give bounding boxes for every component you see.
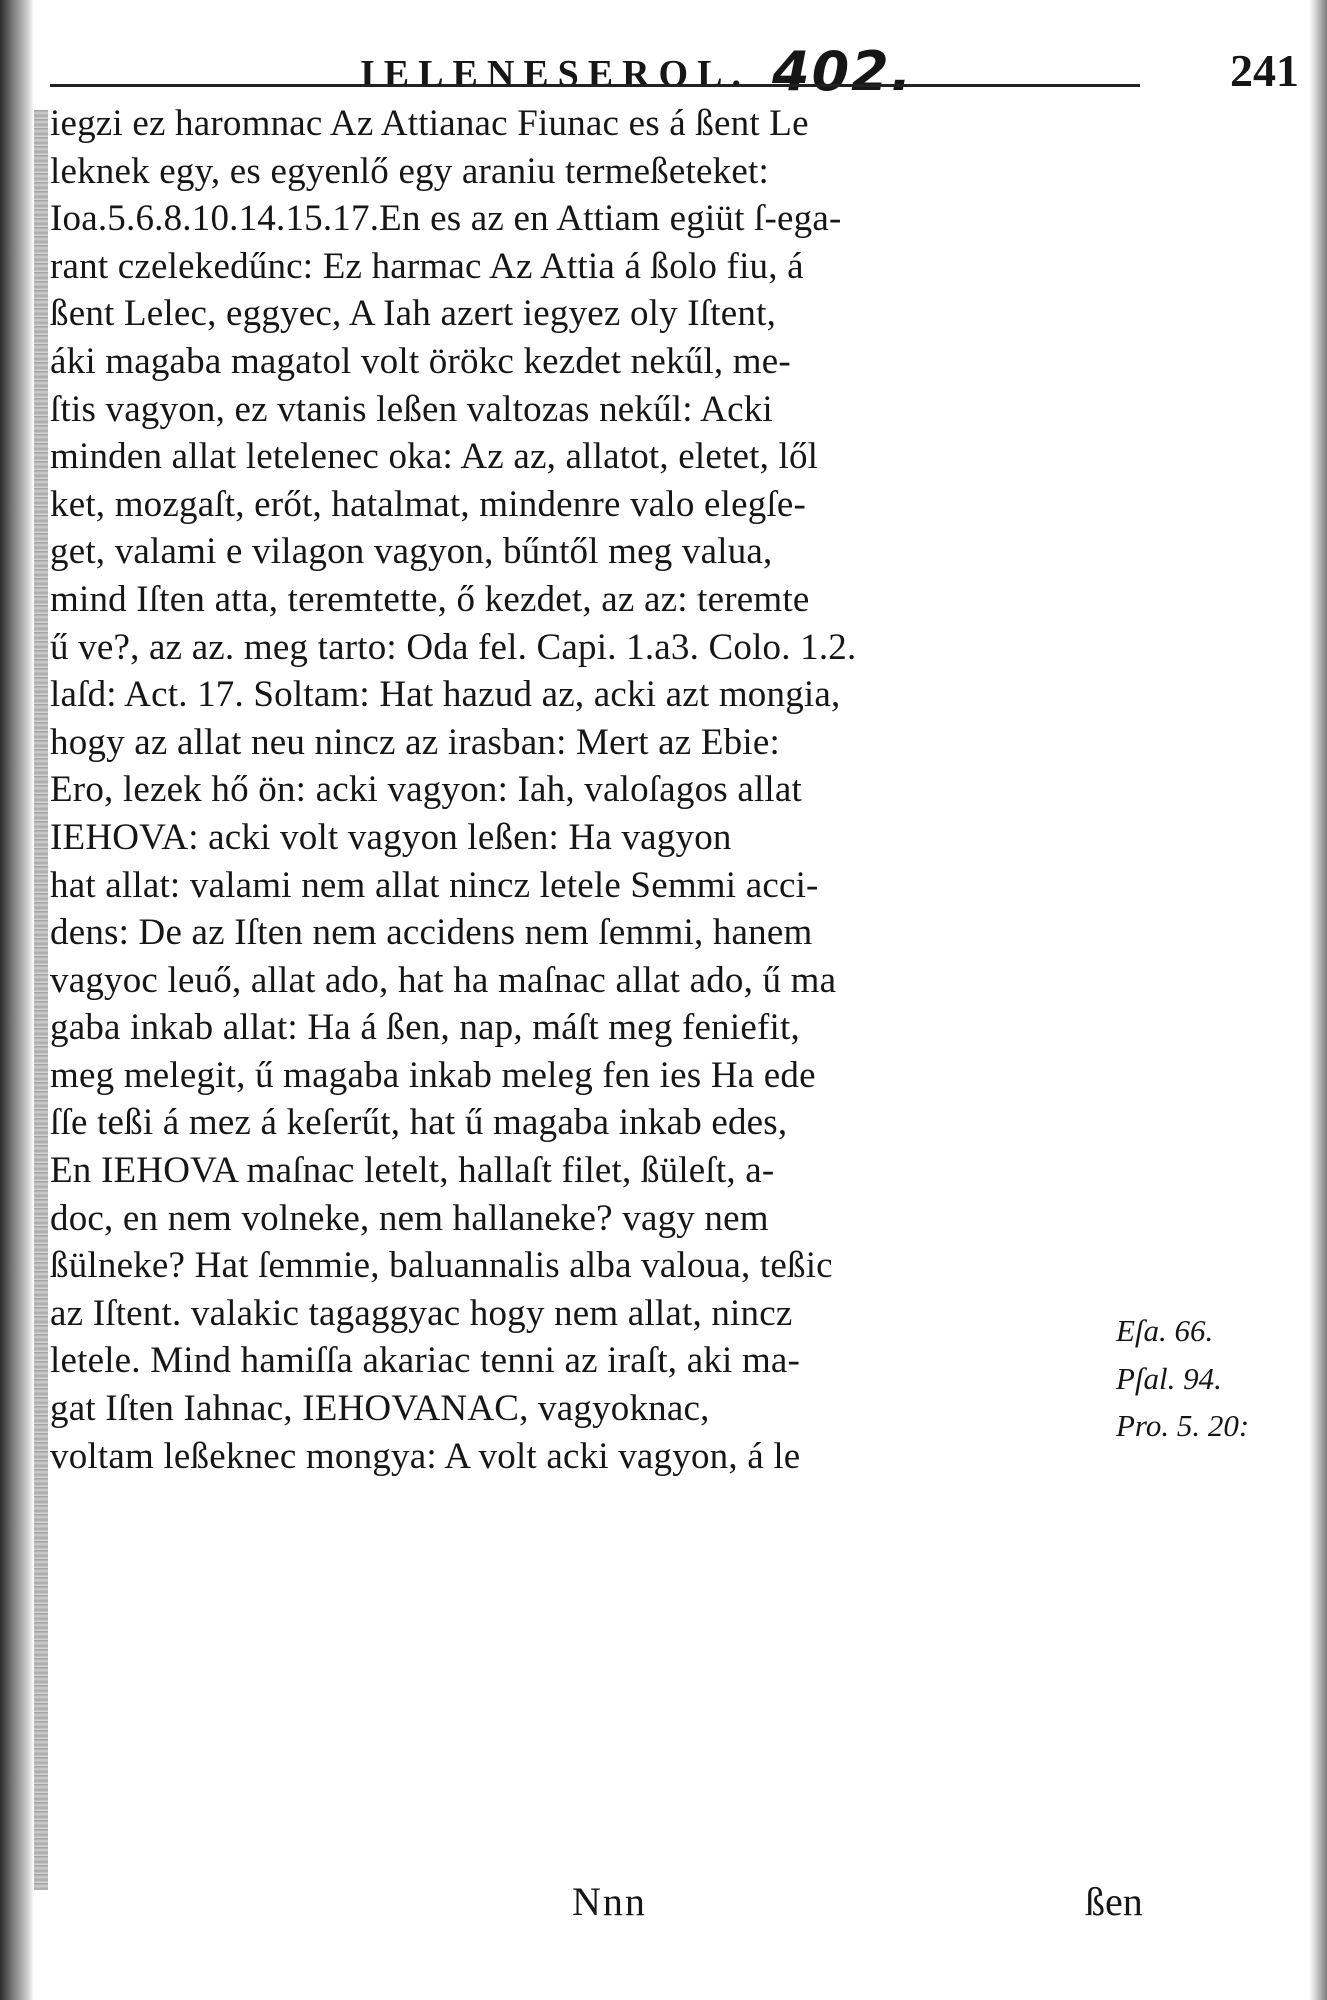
text-line: áki magaba magatol volt örökc kezdet nekűl, me-	[50, 340, 791, 382]
catchword: ßen	[1085, 1879, 1143, 1924]
signature-mark: Nnn	[572, 1879, 647, 1924]
text-line: ket, mozgaſt, erőt, hatalmat, mindenre valo elegſe-	[50, 483, 807, 525]
text-line: rant czelekedűnc: Ez harmac Az Attia á ßolo fiu, á	[50, 245, 804, 287]
text-line: ű ve?, az az. meg tarto: Oda fel. Capi. 1.a3. Colo. 1.2.	[50, 626, 857, 668]
margin-note: Pro. 5. 20:	[1116, 1408, 1250, 1444]
text-line: leknek egy, es egyenlő egy araniu termeßeteket:	[50, 150, 769, 192]
text-line: minden allat letelenec oka: Az az, allatot, eletet, lől	[50, 436, 819, 478]
text-line: laſd: Act. 17. Soltam: Hat hazud az, acki azt mongia,	[50, 674, 841, 716]
running-head: IELENESEROL.	[360, 53, 750, 95]
text-line: ßülneke? Hat ſemmie, baluannalis alba valoua, teßic	[50, 1245, 833, 1287]
margin-note: Eſa. 66.	[1116, 1313, 1214, 1348]
text-line: gat Iſten Iahnac, IEHOVANAC, vagyoknac,	[50, 1388, 710, 1430]
binding-edge	[34, 110, 48, 1890]
text-line: ßent Lelec, eggyec, A Iah azert iegyez oly Iſtent,	[50, 293, 777, 335]
text-line: Ioa.5.6.8.10.14.15.17.En es az en Attiam egiüt ſ-ega-	[50, 198, 842, 240]
text-line: IEHOVA: acki volt vagyon leßen: Ha vagyon	[50, 816, 732, 858]
binding-shadow	[0, 0, 34, 2000]
text-line: az Iſtent. valakic tagaggyac hogy nem allat, nincz	[50, 1292, 793, 1334]
text-line: hogy az allat neu nincz az irasban: Mert az Ebie:	[50, 721, 780, 763]
text-line: mind Iſten atta, teremtette, ő kezdet, az az: teremte	[50, 578, 810, 620]
margin-note: Pſal. 94.	[1116, 1360, 1222, 1396]
handwritten-page-number: 402.	[772, 40, 914, 103]
text-line: ſſe teßi á mez á keſerűt, hat ű magaba inkab edes,	[50, 1102, 788, 1144]
text-line: gaba inkab allat: Ha á ßen, nap, máſt meg feniefit,	[50, 1007, 800, 1049]
text-line: vagyoc leuő, allat ado, hat ha maſnac allat ado, ű ma	[50, 959, 837, 1001]
text-line: letele. Mind hamiſſa akariac tenni az iraſt, aki ma-	[50, 1340, 801, 1382]
text-line: doc, en nem volneke, nem hallaneke? vagy nem	[50, 1197, 769, 1239]
text-line: dens: De az Iſten nem accidens nem ſemmi, hanem	[50, 912, 813, 954]
page-header	[60, 30, 1310, 110]
text-line: hat allat: valami nem allat nincz letele Semmi acci-	[50, 864, 819, 906]
header-rule	[50, 84, 1140, 87]
text-line: En IEHOVA maſnac letelt, hallaſt filet, ßüleſt, a-	[50, 1150, 775, 1192]
text-line: ſtis vagyon, ez vtanis leßen valtozas nekűl: Acki	[50, 388, 773, 430]
text-line: voltam leßeknec mongya: A volt acki vagyon, á le	[50, 1435, 801, 1477]
body-text	[50, 100, 1130, 1480]
text-line: meg melegit, ű magaba inkab meleg fen ies Ha ede	[50, 1054, 816, 1096]
text-line: Ero, lezek hő ön: acki vagyon: Iah, valoſagos allat	[50, 769, 803, 811]
folio-number: 241	[1230, 45, 1299, 96]
text-line: get, valami e vilagon vagyon, bűntől meg valua,	[50, 531, 773, 573]
margin-notes	[1116, 1307, 1306, 1450]
page-edge-shadow	[1309, 0, 1327, 2000]
page-footer	[50, 1878, 1143, 1926]
text-line: iegzi ez haromnac Az Attianac Fiunac es á ßent Le	[50, 103, 809, 144]
